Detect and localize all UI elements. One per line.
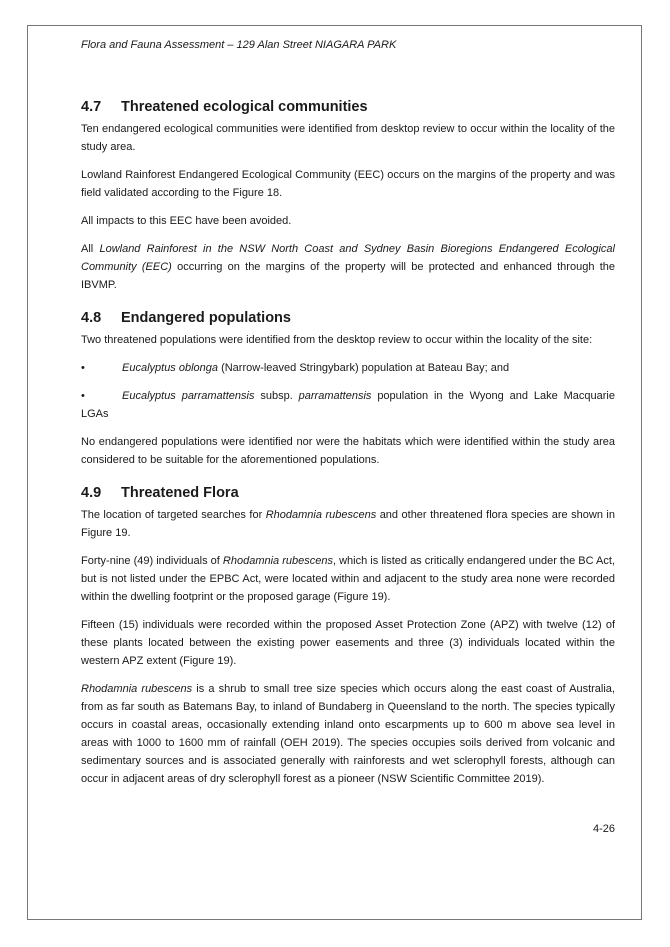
page-content [81,38,615,788]
paragraph: Rhodamnia rubescens is a shrub to small tree size species which occurs along the east coast of Australia, from as far south as Batemans Bay, to inland of Bundaberg in Queensland to the north. The species typically occurs in coastal areas, occasionally extending inland onto escarpments up to 600 m above sea level in areas with 1000 to 1600 mm of rainfall (OEH 2019). The species occupies soils derived from volcanic and sedimentary sources and is associated generally with rainforests and wet sclerophyll forests, although can occur in adjacent areas of dry sclerophyll forest as a pioneer (NSW Scientific Committee 2019). [81,683,615,785]
heading-4-8: 4.8 Endangered populations [81,310,291,326]
running-header: Flora and Fauna Assessment – 129 Alan Street NIAGARA PARK [81,39,397,51]
paragraph: Forty-nine (49) individuals of Rhodamnia rubescens, which is listed as critically endangered under the BC Act, but is not listed under the EPBC Act, were located within and adjacent to the study area none were recorded within the dwelling footprint or the proposed garage (Figure 19). [81,555,615,603]
paragraph: Ten endangered ecological communities were identified from desktop review to occur within the locality of the study area. [81,123,615,153]
paragraph: No endangered populations were identified nor were the habitats which were identified within the study area considered to be suitable for the aforementioned populations. [81,436,615,466]
paragraph: The location of targeted searches for Rhodamnia rubescens and other threatened flora species are shown in Figure 19. [81,509,615,539]
page-number: 4-26 [592,823,615,835]
list-item: • Eucalyptus parramattensis subsp. parramattensis population in the Wyong and Lake Macquarie LGAs [81,390,615,420]
heading-4-9: 4.9 Threatened Flora [81,485,239,501]
heading-4-7: 4.7 Threatened ecological communities [81,99,368,115]
paragraph: All Lowland Rainforest in the NSW North Coast and Sydney Basin Bioregions Endangered Ecological Community (EEC) occurring on the margins of the property will be protected and enhanced through the IBVMP. [81,243,615,291]
paragraph: Two threatened populations were identified from the desktop review to occur within the locality of the site: [81,334,593,346]
paragraph: Fifteen (15) individuals were recorded within the proposed Asset Protection Zone (APZ) with twelve (12) of these plants located between the existing power easements and three (3) individuals located within the western APZ extent (Figure 19). [81,619,615,667]
list-item: • Eucalyptus oblonga (Narrow-leaved Stringybark) population at Bateau Bay; and [81,362,510,374]
paragraph: All impacts to this EEC have been avoided. [81,215,292,227]
paragraph: Lowland Rainforest Endangered Ecological Community (EEC) occurs on the margins of the property and was field validated according to the Figure 18. [81,169,615,199]
